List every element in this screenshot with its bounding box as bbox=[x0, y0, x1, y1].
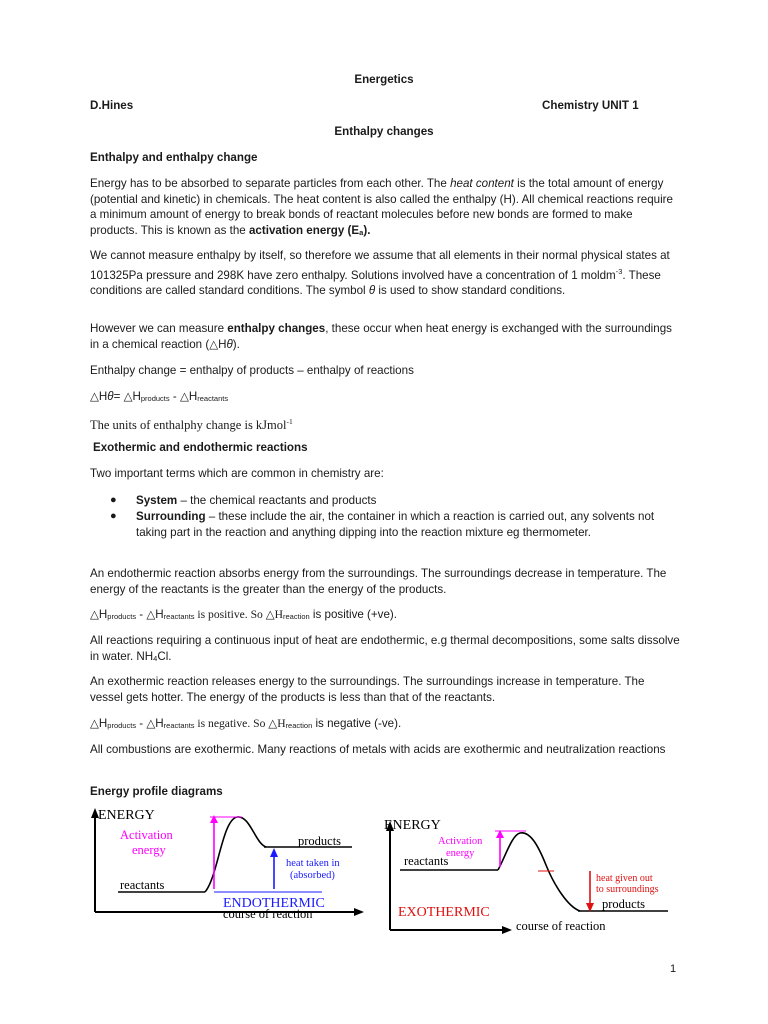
paragraph-exothermic: An exothermic reaction releases energy to the surroundings. The surroundings increase in temperature. The vessel gets hotter. The energy of the products is less than that of the reactants. bbox=[90, 675, 645, 704]
energy-axis-label: ENERGY bbox=[384, 818, 441, 833]
exothermic-equation: △Hproducts - △Hreactants is negative. So △Hreaction is negative (-ve). bbox=[90, 717, 402, 730]
list-item-surrounding: Surrounding – these include the air, the container in which a reaction is carried out, any solvents not taking part in the reaction and anything dipping into the reaction mixture eg thermometer. bbox=[136, 510, 655, 539]
exothermic-label: EXOTHERMIC bbox=[398, 905, 490, 920]
course-name: Chemistry UNIT 1 bbox=[542, 99, 639, 112]
heat-label-2: to surroundings bbox=[596, 884, 659, 895]
heat-label-2: (absorbed) bbox=[290, 870, 335, 881]
activation-label-2: energy bbox=[446, 848, 475, 859]
paragraph-exothermic-examples: All combustions are exothermic. Many reactions of metals with acids are exothermic and neutralization reactions bbox=[90, 743, 666, 756]
reaction-axis-label: course of reaction bbox=[223, 907, 313, 920]
paragraph-standard-conditions: We cannot measure enthalpy by itself, so therefore we assume that all elements in their normal physical states at 101325Pa pressure and 298K have zero enthalpy. Solutions involved have a concentration of 1 moldm$^{-3}$. These conditions are called standard conditions. The symbol θ is used to show standard conditions. bbox=[90, 249, 670, 298]
section-heading-exo-endo: Exothermic and endothermic reactions bbox=[93, 441, 308, 454]
heat-label-1: heat taken in bbox=[286, 858, 340, 869]
activation-label-1: Activation bbox=[438, 836, 483, 847]
author-name: D.Hines bbox=[90, 99, 134, 112]
bullet-marker: ● bbox=[110, 510, 117, 522]
enthalpy-equation: △Hθ= △Hproducts - △Hreactants bbox=[90, 390, 229, 403]
document-subtitle: Enthalpy changes bbox=[334, 125, 434, 138]
units-statement: The units of enthalphy change is kJmol$^{-1}$ bbox=[90, 417, 293, 432]
paragraph-enthalpy-changes: However we can measure enthalpy changes, these occur when heat energy is exchanged with the surroundings in a chemical reaction (△Hθ). bbox=[90, 322, 672, 351]
activation-label-1: Activation bbox=[120, 828, 173, 842]
enthalpy-change-definition: Enthalpy change = enthalpy of products – enthalpy of reactions bbox=[90, 364, 414, 377]
activation-label-2: energy bbox=[132, 843, 166, 857]
products-label: products bbox=[602, 897, 646, 911]
products-label: products bbox=[298, 834, 342, 848]
page-number: 1 bbox=[670, 963, 677, 975]
paragraph-endothermic-examples: All reactions requiring a continuous input of heat are endothermic, e.g thermal decompositions, some salts dissolve in water. NH4Cl. bbox=[90, 634, 680, 663]
heat-label-1: heat given out bbox=[596, 873, 653, 884]
energy-axis-label: ENERGY bbox=[98, 808, 155, 823]
endothermic-equation: △Hproducts - △Hreactants is positive. So △Hreaction is positive (+ve). bbox=[90, 608, 398, 621]
terms-intro: Two important terms which are common in chemistry are: bbox=[90, 467, 384, 480]
document-title: Energetics bbox=[354, 73, 414, 86]
paragraph-endothermic: An endothermic reaction absorbs energy from the surroundings. The surroundings decrease in temperature. The energy of the reactants is the greater than the energy of the products. bbox=[90, 567, 667, 596]
reaction-axis-label: course of reaction bbox=[516, 919, 606, 933]
paragraph-heat-content: Energy has to be absorbed to separate particles from each other. The heat content is the total amount of energy (potential and kinetic) in chemicals. The heat content is also called the enthalpy (H). All chemical reactions require a minimum amount of energy to break bonds of reactant molecules before new bonds are formed to make products. This is known as the activation energy (Ea). bbox=[90, 177, 673, 237]
bullet-marker: ● bbox=[110, 494, 117, 506]
exothermic-profile-diagram bbox=[380, 815, 680, 940]
reactants-label: reactants bbox=[120, 878, 165, 892]
activation-energy-arrowhead bbox=[210, 815, 218, 823]
reaction-axis-arrow bbox=[354, 908, 364, 916]
list-item-system: System – the chemical reactants and products bbox=[136, 494, 377, 507]
section-heading-enthalpy: Enthalpy and enthalpy change bbox=[90, 151, 258, 164]
section-heading-energy-profiles: Energy profile diagrams bbox=[90, 785, 223, 798]
reaction-pathway-curve bbox=[498, 833, 580, 911]
reactants-label: reactants bbox=[404, 854, 449, 868]
reaction-axis-arrow bbox=[502, 926, 512, 934]
endothermic-label: ENDOTHERMIC bbox=[223, 896, 325, 911]
heat-absorbed-arrowhead bbox=[270, 848, 278, 857]
endothermic-profile-diagram bbox=[90, 805, 365, 920]
